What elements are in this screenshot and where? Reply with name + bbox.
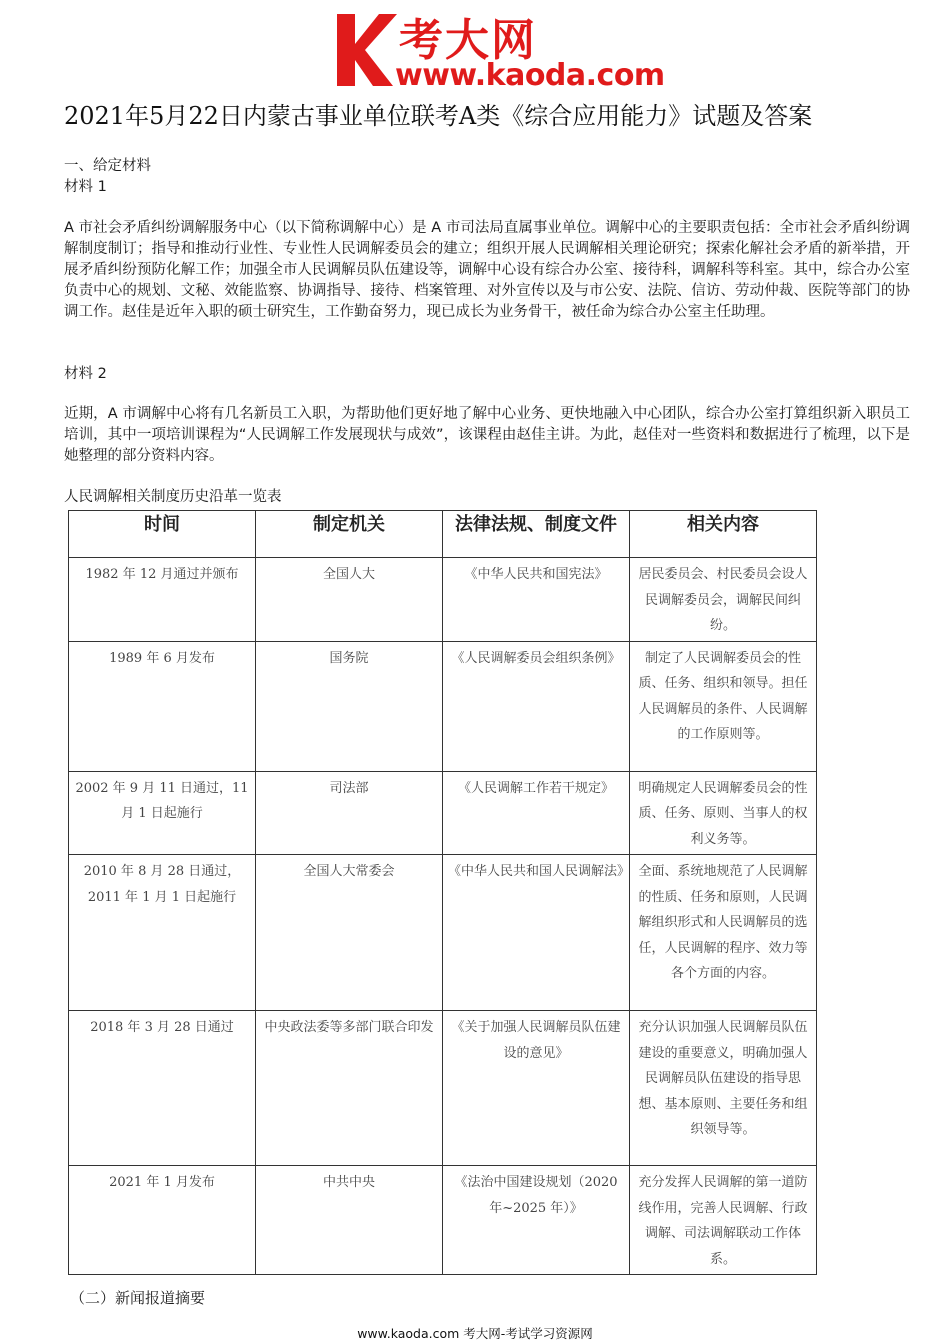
header-time: 时间 bbox=[69, 511, 256, 558]
cell-content: 明确规定人民调解委员会的性质、任务、原则、当事人的权利义务等。 bbox=[630, 771, 817, 855]
header-content: 相关内容 bbox=[630, 511, 817, 558]
material-1-label: 材料 1 bbox=[64, 179, 107, 195]
logo-chinese-name: 考大网 bbox=[399, 15, 537, 66]
history-table bbox=[68, 510, 817, 1275]
table-row bbox=[69, 1166, 817, 1275]
cell-document: 《人民调解委员会组织条例》 bbox=[443, 641, 630, 771]
cell-content: 居民委员会、村民委员会设人民调解委员会，调解民间纠纷。 bbox=[630, 558, 817, 642]
cell-time: 2018 年 3 月 28 日通过 bbox=[69, 1011, 256, 1166]
cell-document: 《法治中国建设规划（2020 年~2025 年）》 bbox=[443, 1166, 630, 1275]
cell-time: 2002 年 9 月 11 日通过，11 月 1 日起施行 bbox=[69, 771, 256, 855]
section-heading-news: （二）新闻报道摘要 bbox=[70, 1289, 206, 1307]
cell-document: 《中华人民共和国人民调解法》 bbox=[443, 855, 630, 1011]
table-row bbox=[69, 641, 817, 771]
cell-org: 全国人大 bbox=[256, 558, 443, 642]
cell-document: 《中华人民共和国宪法》 bbox=[443, 558, 630, 642]
cell-content: 全面、系统地规范了人民调解的性质、任务和原则，人民调解组织形式和人民调解员的选任，人民调解的程序、效力等各个方面的内容。 bbox=[630, 855, 817, 1011]
cell-content: 充分发挥人民调解的第一道防线作用，完善人民调解、行政调解、司法调解联动工作体系。 bbox=[630, 1166, 817, 1275]
cell-org: 中共中央 bbox=[256, 1166, 443, 1275]
table-header-row bbox=[69, 511, 817, 558]
cell-content: 制定了人民调解委员会的性质、任务、组织和领导。担任人民调解员的条件、人民调解的工作原则等。 bbox=[630, 641, 817, 771]
header-org: 制定机关 bbox=[256, 511, 443, 558]
cell-time: 1982 年 12 月通过并颁布 bbox=[69, 558, 256, 642]
table-row bbox=[69, 855, 817, 1011]
logo-url: www.kaoda.com bbox=[395, 58, 665, 93]
cell-org: 全国人大常委会 bbox=[256, 855, 443, 1011]
cell-content: 充分认识加强人民调解员队伍建设的重要意义，明确加强人民调解员队伍建设的指导思想、基本原则、主要任务和组织领导等。 bbox=[630, 1011, 817, 1166]
site-logo bbox=[335, 8, 665, 93]
table-row bbox=[69, 1011, 817, 1166]
table-row bbox=[69, 771, 817, 855]
cell-org: 国务院 bbox=[256, 641, 443, 771]
cell-time: 2021 年 1 月发布 bbox=[69, 1166, 256, 1275]
cell-time: 2010 年 8 月 28 日通过，2011 年 1 月 1 日起施行 bbox=[69, 855, 256, 1011]
section-heading-materials: 一、给定材料 bbox=[64, 158, 151, 174]
table-row bbox=[69, 558, 817, 642]
footer-text: www.kaoda.com 考大网-考试学习资源网 bbox=[357, 1326, 593, 1341]
cell-org: 中央政法委等多部门联合印发 bbox=[256, 1011, 443, 1166]
header-document: 法律法规、制度文件 bbox=[443, 511, 630, 558]
cell-time: 1989 年 6 月发布 bbox=[69, 641, 256, 771]
cell-org: 司法部 bbox=[256, 771, 443, 855]
material-2-paragraph: 近期，A 市调解中心将有几名新员工入职，为帮助他们更好地了解中心业务、更快地融入中心团队，综合办公室打算组织新入职员工培训，其中一项培训课程为“人民调解工作发展现状与成效”，该课程由赵佳主讲。为此，赵佳对一些资料和数据进行了梳理，以下是她整理的部分资料内容。 bbox=[64, 406, 910, 464]
cell-document: 《关于加强人民调解员队伍建设的意见》 bbox=[443, 1011, 630, 1166]
table-caption: 人民调解相关制度历史沿革一览表 bbox=[64, 489, 282, 505]
page-title: 2021年5月22日内蒙古事业单位联考A类《综合应用能力》试题及答案 bbox=[64, 102, 813, 130]
material-2-label: 材料 2 bbox=[64, 366, 107, 382]
material-1-paragraph: A 市社会矛盾纠纷调解服务中心（以下简称调解中心）是 A 市司法局直属事业单位。调解中心的主要职责包括：全市社会矛盾纠纷调解制度制订；指导和推动行业性、专业性人民调解委员会的建立；组织开展人民调解相关理论研究；探索化解社会矛盾的新举措，开展矛盾纠纷预防化解工作；加强全市人民调解员队伍建设等，调解中心设有综合办公室、接待科，调解科等科室。其中，综合办公室负责中心的规划、文秘、效能监察、协调指导、接待、档案管理、对外宣传以及与市公安、法院、信访、劳动仲裁、医院等部门的协调工作。赵佳是近年入职的硕士研究生，工作勤奋努力，现已成长为业务骨干，被任命为综合办公室主任助理。 bbox=[64, 220, 910, 320]
cell-document: 《人民调解工作若干规定》 bbox=[443, 771, 630, 855]
k-logo-icon bbox=[335, 10, 397, 88]
